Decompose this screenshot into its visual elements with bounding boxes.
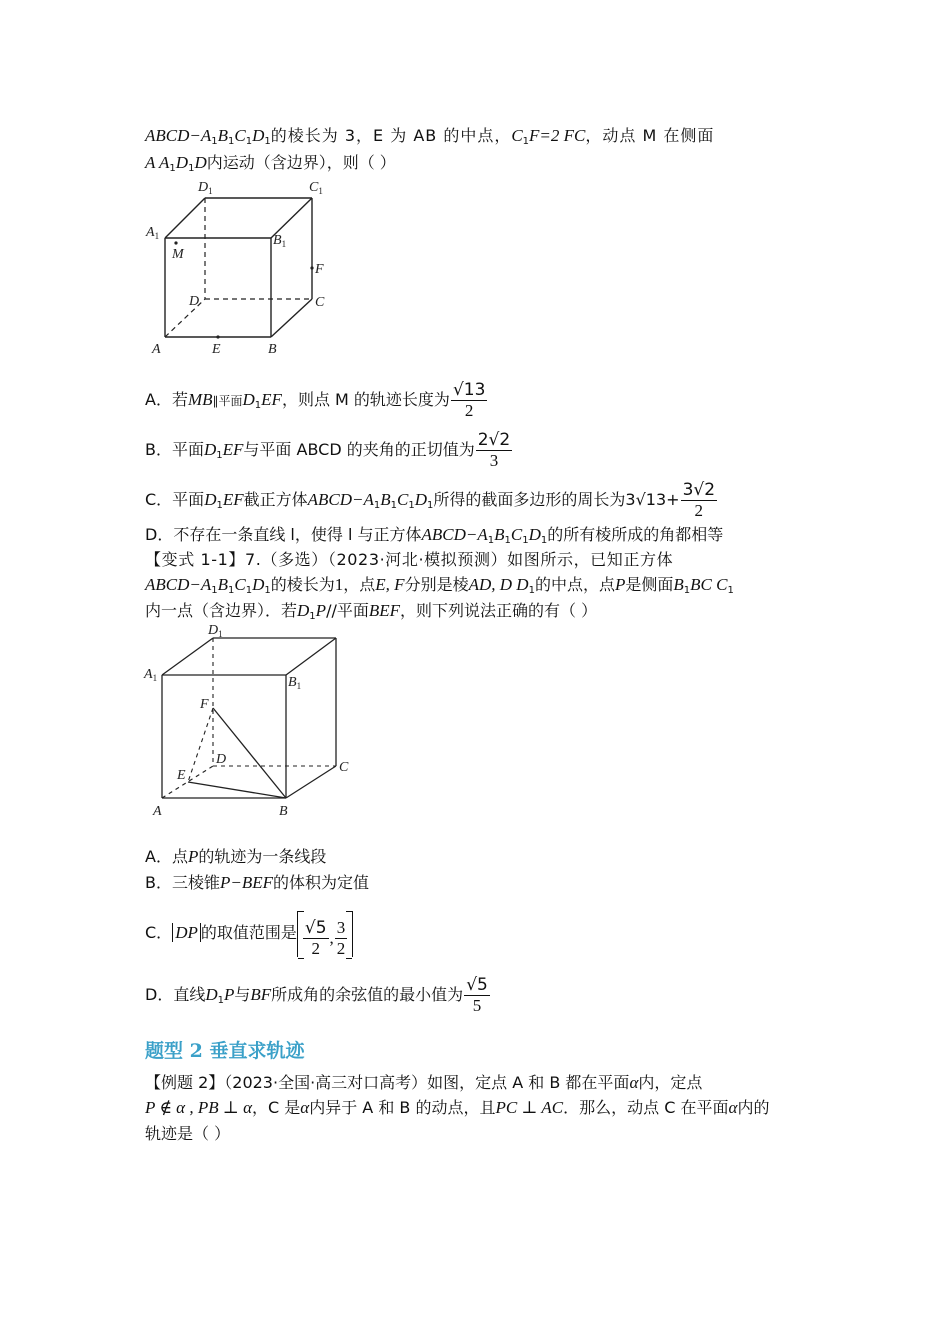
fraction-d: $\frac{√5}{5}$ — [466, 975, 488, 1015]
label-A1-2: $A_1$ — [144, 667, 158, 683]
section-title: 题型 2 垂直求轨迹 — [145, 1040, 305, 1062]
q3-line3: 轨迹是（ ） — [145, 1124, 231, 1143]
q1-stem-line1: $ABCD-A_1B_1C_1D_1$的棱长为 3，E 为 AB 的中点，$C_1F=2$ FC，动点 M 在侧面 — [145, 126, 715, 147]
cube-name: ABCD−A — [145, 126, 212, 145]
label-F-2: F — [200, 697, 209, 712]
label-B1-2: $B_1$ — [288, 675, 302, 691]
label-B1: $B_1$ — [273, 233, 287, 249]
label-A-2: A — [153, 804, 162, 819]
interval-bracket: $\frac{√5}{2}$ , $\frac{3}{2}$ — [297, 911, 353, 957]
label-E-2: E — [177, 768, 186, 783]
q1-option-d[interactable]: D．不存在一条直线 l，使得 l 与正方体$ABCD-A_1B_1C_1D_1$的所有棱所成的角都相等 — [145, 525, 724, 546]
fraction-a: $\frac{√13}{2}$ — [452, 380, 486, 420]
q2-option-d[interactable]: D．直线$D_1P$与BF所成角的余弦值的最小值为 $\frac{√5}{5}$ — [145, 975, 488, 1015]
label-D-2: D — [216, 752, 227, 767]
q2-option-c[interactable]: C． DP 的取值范围是 $\frac{√5}{2}$ , $\frac{3}{2}$ — [145, 906, 810, 960]
q2-option-a[interactable]: A．点P的轨迹为一条线段 — [145, 847, 327, 866]
q2-stem-line2: $ABCD-A_1B_1C_1D_1$的棱长为1，点E, F分别是棱AD, D $D_1$的中点，点P是侧面$B_1BC$ $C_1$ — [145, 575, 734, 596]
fraction-b: $\frac{2√2}{3}$ — [477, 430, 511, 470]
q2-header: 【变式 1-1】7.（多选）（2023·河北·模拟预测）如图所示，已知正方体 — [145, 550, 674, 569]
q1-option-b[interactable]: B．平面$D_1EF$与平面 ABCD 的夹角的正切值为 $\frac{2√2}{3}$ — [145, 430, 511, 470]
q1-stem-line2: A $A_1D_1D$内运动（含边界），则（ ） — [145, 153, 396, 174]
label-E: E — [212, 342, 221, 357]
point-E — [216, 335, 219, 338]
q1-option-a[interactable]: A．若MB∥平面$D_1EF$，则点 M 的轨迹长度为 $\frac{√13}{2}$ — [145, 380, 486, 420]
label-C1: $C_1$ — [309, 180, 323, 196]
q3-line1: 【例题 2】（2023·全国·高三对口高考）如图，定点 A 和 B 都在平面α内，定点 — [145, 1073, 703, 1092]
q3-line2: P ∉ α , PB ⊥ α，C 是α内异于 A 和 B 的动点，且PC ⊥ AC．那么，动点 C 在平面α内的 — [145, 1098, 770, 1117]
cube-figure-1 — [140, 176, 340, 361]
label-C-2: C — [339, 760, 349, 775]
label-M: M — [172, 247, 184, 262]
label-A1: $A_1$ — [146, 225, 160, 241]
label-B-2: B — [279, 804, 288, 819]
label-D1-2: $D_1$ — [208, 623, 223, 639]
q1-option-c[interactable]: C．平面$D_1EF$截正方体$ABCD-A_1B_1C_1D_1$所得的截面多边形的周长为3√13+ $\frac{3√2}{2}$ — [145, 480, 716, 520]
fraction-c: $\frac{3√2}{2}$ — [682, 480, 716, 520]
label-D1: $D_1$ — [198, 180, 213, 196]
label-F: F — [315, 262, 324, 277]
label-A: A — [152, 342, 161, 357]
point-M — [174, 241, 177, 244]
cube-figure-2 — [140, 620, 360, 825]
q2-option-b[interactable]: B．三棱锥P−BEF的体积为定值 — [145, 873, 370, 892]
label-C: C — [315, 295, 325, 310]
label-D: D — [189, 294, 200, 309]
q2-stem-line3: 内一点（含边界）．若$D_1P//$平面BEF，则下列说法正确的有（ ） — [145, 601, 598, 622]
point-F — [310, 266, 313, 269]
label-B: B — [268, 342, 277, 357]
